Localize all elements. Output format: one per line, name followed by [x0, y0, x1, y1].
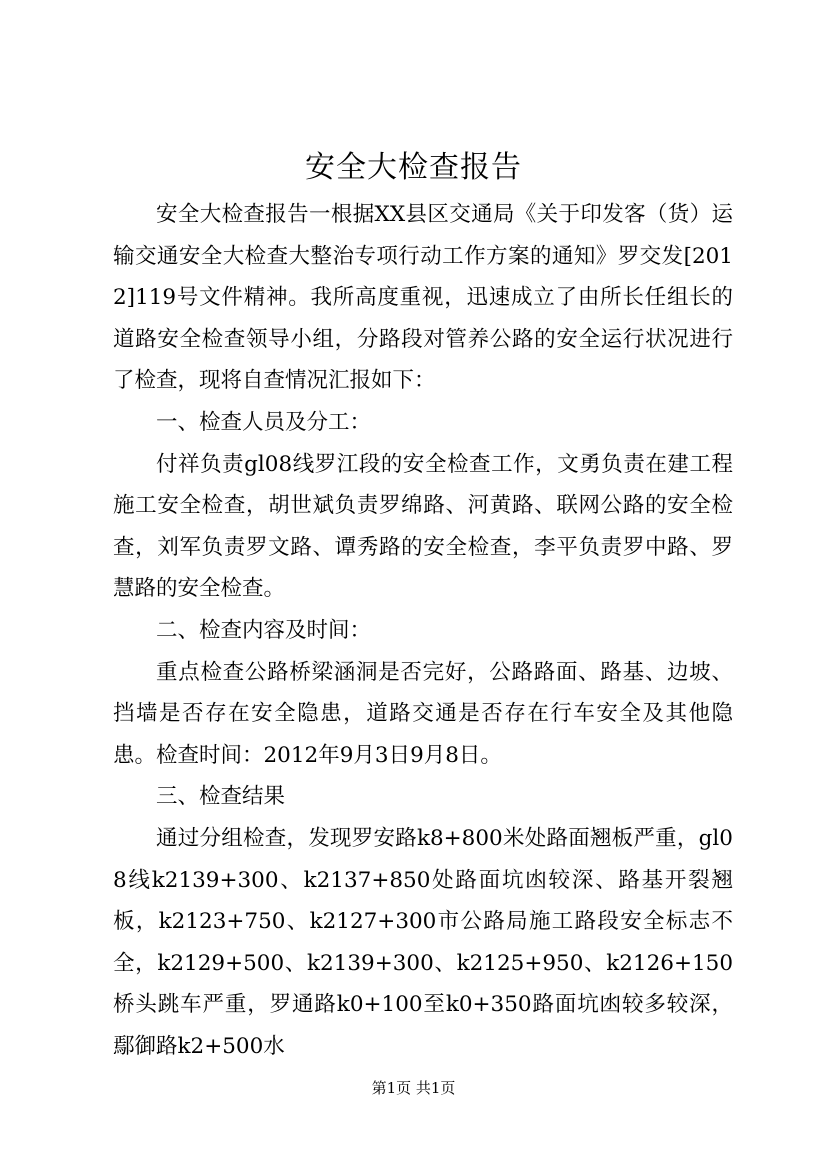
section-heading-results: 三、检查结果	[156, 784, 286, 810]
paragraph-personnel: 付祥负责gl08线罗江段的安全检查工作，文勇负责在建工程施工安全检查，胡世斌负责罗绵路、河黄路、联网公路的安全检查，刘军负责罗文路、谭秀路的安全检查，李平负责罗中路、罗慧路的安全检查。	[113, 451, 733, 602]
paragraph-results: 通过分组检查，发现罗安路k8+800米处路面翘板严重，gl08线k2139+300、k2137+850处路面坑凼较深、路基开裂翘板，k2123+750、k2127+300市公路局施工路段安全标志不全，k2129+500、k2139+300、k2125+950、k2126+150桥头跳车严重，罗通路k0+100至k0+350路面坑凼较多较深，鄢御路k2+500水	[113, 825, 733, 1059]
section-heading-content-time: 二、检查内容及时间：	[156, 617, 372, 643]
page-footer: 第1页 共1页	[371, 1079, 456, 1097]
document-body	[113, 194, 733, 1067]
paragraph-content-time: 重点检查公路桥梁涵洞是否完好，公路路面、路基、边坡、挡墙是否存在安全隐患，道路交通是否存在行车安全及其他隐患。检查时间：2012年9月3日9月8日。	[113, 659, 733, 768]
document-title: 安全大检查报告	[305, 150, 522, 185]
paragraph-intro: 安全大检查报告一根据XX县区交通局《关于印发客（货）运输交通安全大检查大整治专项行动工作方案的通知》罗交发[2012]119号文件精神。我所高度重视，迅速成立了由所长任组长的道路安全检查领导小组，分路段对管养公路的安全运行状况进行了检查，现将自查情况汇报如下：	[113, 202, 733, 394]
section-heading-personnel: 一、检查人员及分工：	[156, 409, 372, 435]
